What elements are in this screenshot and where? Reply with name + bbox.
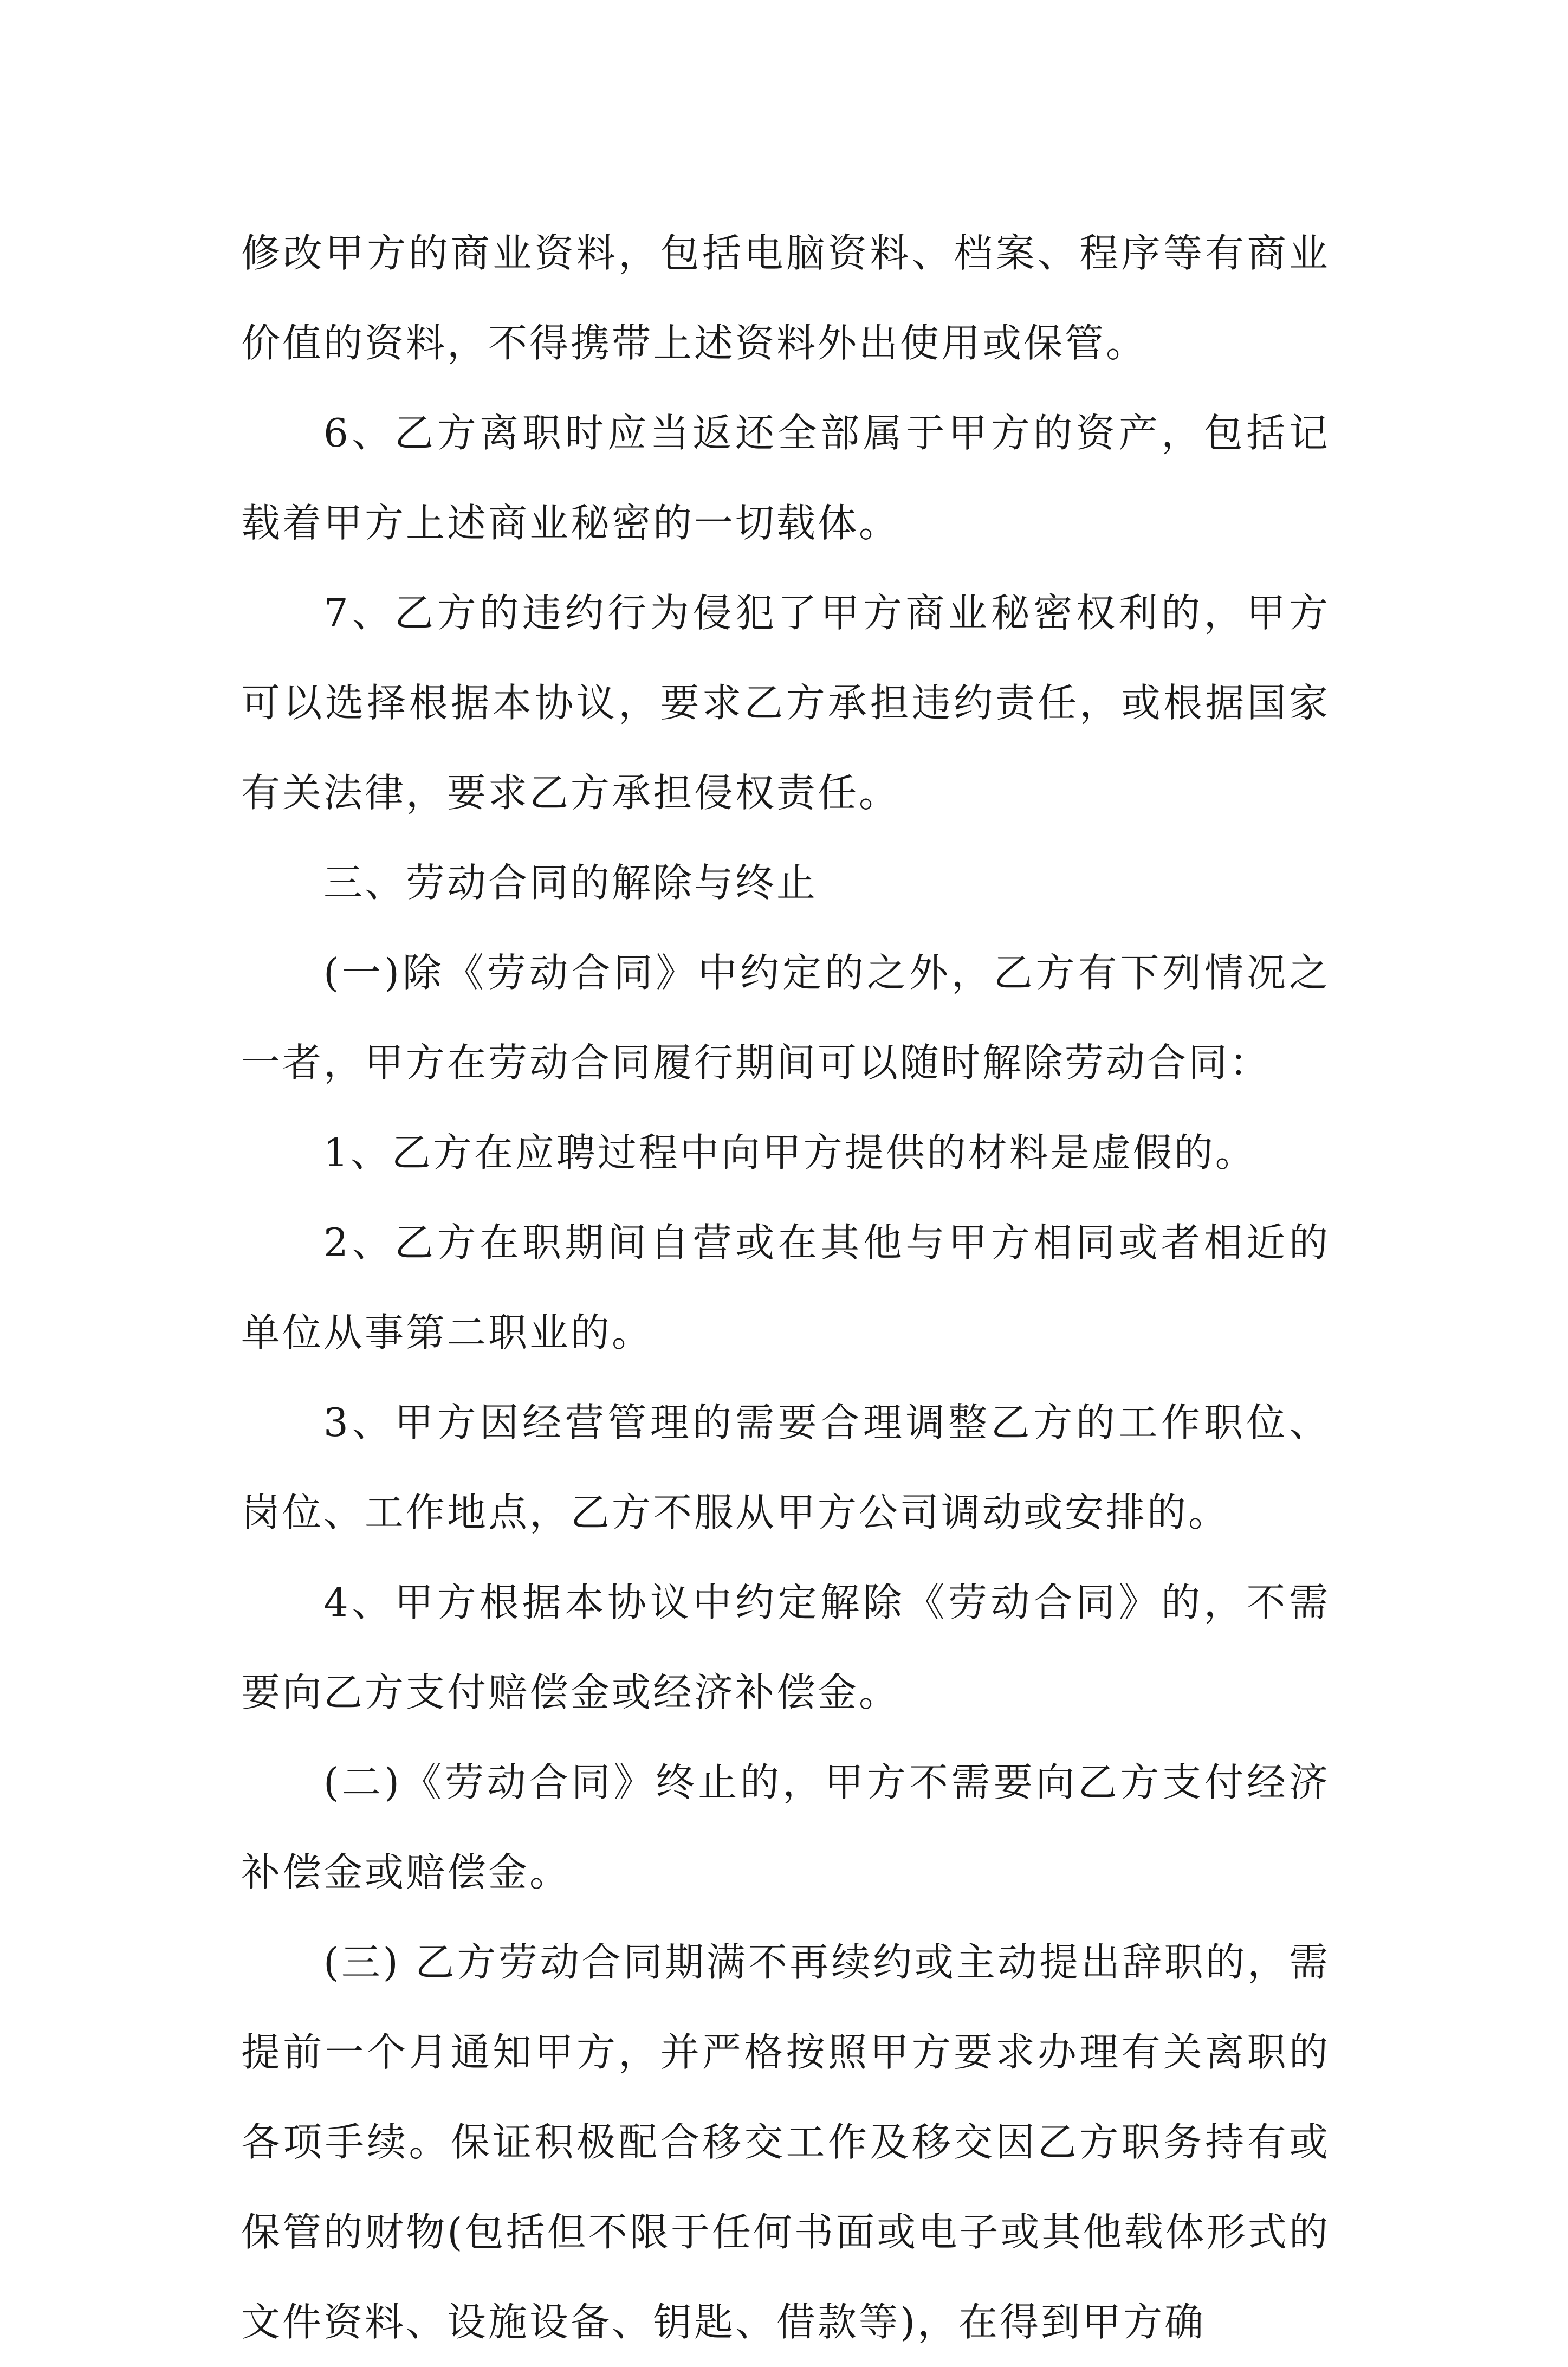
paragraph-continuation: 修改甲方的商业资料，包括电脑资料、档案、程序等有商业价值的资料，不得携带上述资料外出使用或保管。 <box>241 230 1330 366</box>
document-body <box>241 208 1330 2367</box>
paragraph-sub-2: 2、乙方在职期间自营或在其他与甲方相同或者相近的单位从事第二职业的。 <box>241 1220 1330 1355</box>
paragraph-clause-2: (二)《劳动合同》终止的，甲方不需要向乙方支付经济补偿金或赔偿金。 <box>241 1760 1330 1895</box>
paragraph-sub-4: 4、甲方根据本协议中约定解除《劳动合同》的，不需要向乙方支付赔偿金或经济补偿金。 <box>241 1580 1330 1715</box>
paragraph-item-6: 6、乙方离职时应当返还全部属于甲方的资产，包括记载着甲方上述商业秘密的一切载体。 <box>241 410 1330 546</box>
paragraph-sub-3: 3、甲方因经营管理的需要合理调整乙方的工作职位、岗位、工作地点，乙方不服从甲方公司调动或安排的。 <box>241 1400 1330 1535</box>
paragraph-clause-3: (三) 乙方劳动合同期满不再续约或主动提出辞职的，需提前一个月通知甲方，并严格按照甲方要求办理有关离职的各项手续。保证积极配合移交工作及移交因乙方职务持有或保管的财物(包括但不限于任何书面或电子或其他载体形式的文件资料、设施设备、钥匙、借款等)，在得到甲方确 <box>241 1939 1330 2345</box>
section-heading-3: 三、劳动合同的解除与终止 <box>323 860 818 906</box>
paragraph-item-7: 7、乙方的违约行为侵犯了甲方商业秘密权利的，甲方可以选择根据本协议，要求乙方承担违约责任，或根据国家有关法律，要求乙方承担侵权责任。 <box>241 590 1330 816</box>
paragraph-clause-1: (一)除《劳动合同》中约定的之外，乙方有下列情况之一者，甲方在劳动合同履行期间可以随时解除劳动合同： <box>241 950 1330 1085</box>
paragraph-sub-1: 1、乙方在应聘过程中向甲方提供的材料是虚假的。 <box>323 1130 1256 1175</box>
